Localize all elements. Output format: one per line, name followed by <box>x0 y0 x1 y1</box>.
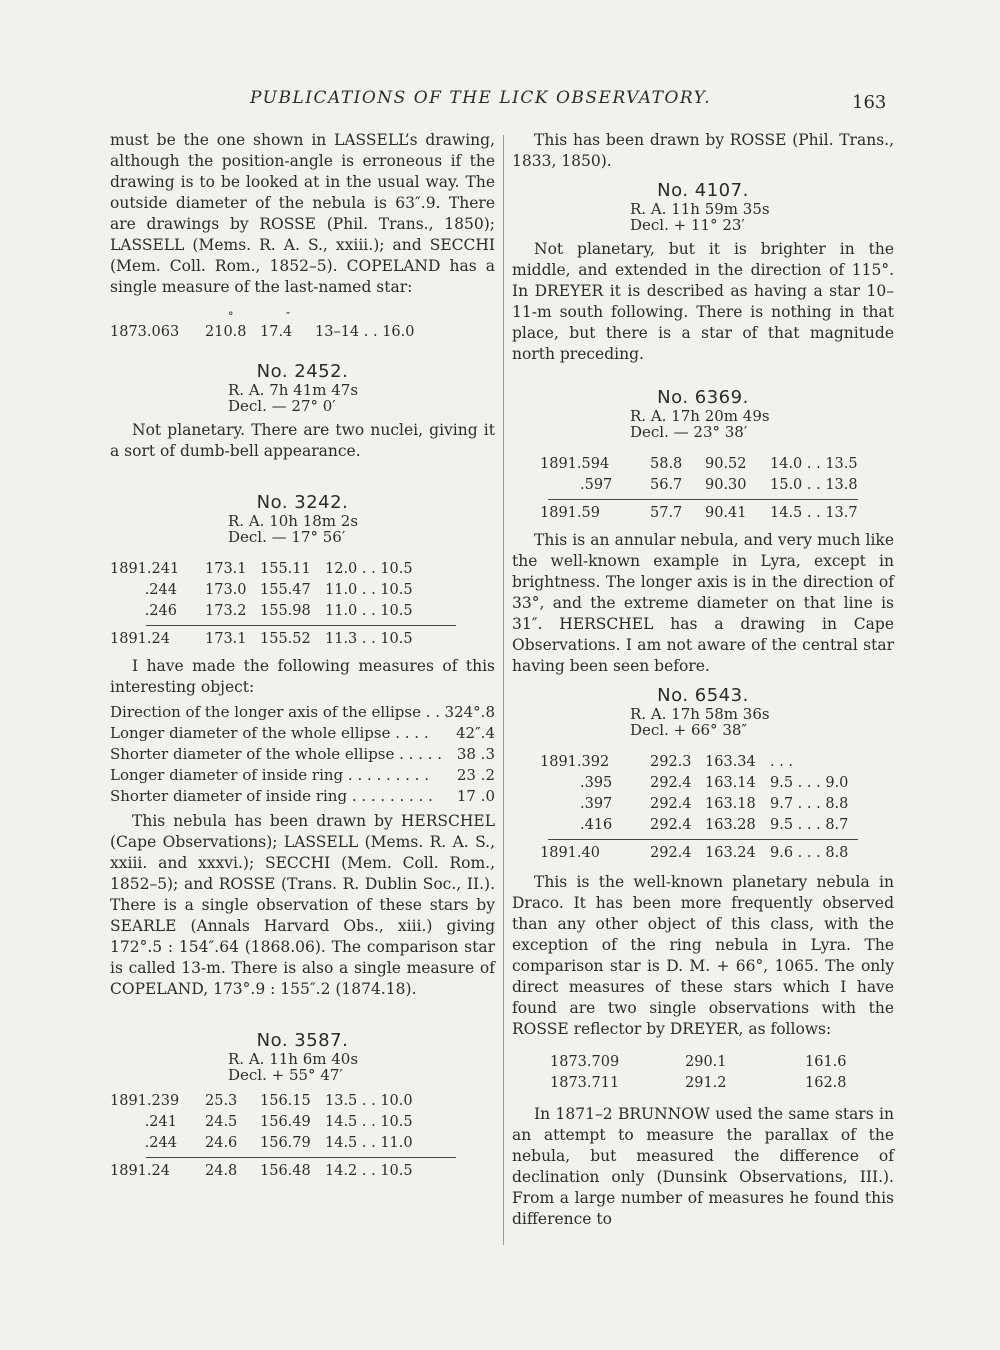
ra-coord: R. A. 10h 18m 2s <box>228 512 359 530</box>
measure-row: .416 292.4 163.28 9.5 . . . 8.7 <box>580 817 849 833</box>
left-column <box>110 130 495 1182</box>
observation-row: 1873.711 291.2 162.8 <box>550 1075 847 1091</box>
measure-row: 1873.063 210.8 17.4 13–14 . . 16.0 <box>110 324 415 340</box>
section-title: No. 2452. <box>256 361 349 382</box>
section-title: No. 6543. <box>657 685 749 706</box>
measure-row: 1891.392 292.3 163.34 . . . <box>540 754 794 770</box>
paragraph: In 1871–2 BRUNNOW used the same stars in an attempt to measure the parallax of the nebula, but measured the difference of declination only (Dunsink Observations, III.). From a large number of measures he found this difference to <box>512 1105 894 1228</box>
unit-marks: ° ″ <box>228 310 291 323</box>
measure-row: 1891.239 25.3 156.15 13.5 . . 10.0 <box>110 1093 413 1109</box>
decl-coord: Decl. + 66° 38″ <box>630 721 748 739</box>
measure-line: Direction of the longer axis of the ellipse . . 324°.8 <box>110 703 495 721</box>
running-header: PUBLICATIONS OF THE LICK OBSERVATORY. <box>250 88 712 108</box>
decl-coord: Decl. — 27° 0′ <box>228 397 336 415</box>
paragraph: This has been drawn by ROSSE (Phil. Trans., 1833, 1850). <box>512 131 894 170</box>
measure-row: 1891.594 58.8 90.52 14.0 . . 13.5 <box>540 456 858 472</box>
section-title: No. 3587. <box>256 1030 349 1051</box>
decl-coord: Decl. — 17° 56′ <box>228 528 346 546</box>
paragraph: must be the one shown in LASSELL’s drawing, although the position-angle is erroneous if the drawing is to be looked at in the usual way. The outside diameter of the nebula is 63″.9. There are drawings by ROSSE (Phil. Trans., 1850); LASSELL (Mems. R. A. S., xxiii.); and SECCHI (Mem. Coll. Rom., 1852–5). COPELAND has a single measure of the last-named star: <box>110 131 495 296</box>
paragraph: Not planetary. There are two nuclei, giving it a sort of dumb-bell appearance. <box>110 421 495 460</box>
measure-row: .244 173.0 155.47 11.0 . . 10.5 <box>144 582 413 598</box>
section-title: No. 3242. <box>256 492 349 513</box>
mean-row: 1891.24 24.8 156.48 14.2 . . 10.5 <box>110 1163 413 1179</box>
right-column <box>512 130 894 1230</box>
paragraph: This is an annular nebula, and very much like the well-known example in Lyra, except in brightness. The longer axis is in the direction of 33°, and the extreme diameter on that line is 31″. HERSCHEL has a drawing in Cape Observations. I am not aware of the central star having been seen before. <box>512 531 894 675</box>
ra-coord: R. A. 11h 6m 40s <box>228 1050 359 1068</box>
table-rule <box>146 625 456 626</box>
measure-row: .397 292.4 163.18 9.7 . . . 8.8 <box>580 796 849 812</box>
measure-row: .244 24.6 156.79 14.5 . . 11.0 <box>144 1135 413 1151</box>
paragraph: Not planetary, but it is brighter in the middle, and extended in the direction of 115°. In DREYER it is described as having a star 10–11-m south following. There is nothing in that place, but there is a star of that magnitude north preceding. <box>512 240 894 363</box>
decl-coord: Decl. — 23° 38′ <box>630 423 748 441</box>
measure-row: .597 56.7 90.30 15.0 . . 13.8 <box>580 477 858 493</box>
measure-row: 1891.241 173.1 155.11 12.0 . . 10.5 <box>110 561 413 577</box>
mean-row: 1891.24 173.1 155.52 11.3 . . 10.5 <box>110 631 413 647</box>
column-divider <box>503 135 504 1245</box>
measure-line: Longer diameter of inside ring . . . . . . . . . 23 .2 <box>110 766 495 784</box>
measure-line: Longer diameter of the whole ellipse . . . . 42″.4 <box>110 724 495 742</box>
table-rule <box>548 499 858 500</box>
ra-coord: R. A. 11h 59m 35s <box>630 200 770 218</box>
section-title: No. 4107. <box>657 180 749 201</box>
section-title: No. 6369. <box>657 387 749 408</box>
paragraph: This is the well-known planetary nebula in Draco. It has been more frequently observed than any other object of this class, with the exception of the ring nebula in Lyra. The comparison star is D. M. + 66°, 1065. The only direct measures of these stars which I have found are two single observations with the ROSSE reflector by DREYER, as follows: <box>512 873 894 1038</box>
table-rule <box>146 1157 456 1158</box>
measure-line: Shorter diameter of the whole ellipse . . . . . 38 .3 <box>110 745 495 763</box>
ra-coord: R. A. 17h 20m 49s <box>630 407 770 425</box>
measure-row: .246 173.2 155.98 11.0 . . 10.5 <box>144 603 413 619</box>
page-number: 163 <box>852 92 887 113</box>
ra-coord: R. A. 17h 58m 36s <box>630 705 770 723</box>
measure-line: Shorter diameter of inside ring . . . . . . . . . 17 .0 <box>110 787 495 805</box>
mean-row: 1891.40 292.4 163.24 9.6 . . . 8.8 <box>540 845 849 861</box>
paragraph: This nebula has been drawn by HERSCHEL (Cape Observations); LASSELL (Mems. R. A. S., xxiii. and xxxvi.); SECCHI (Mem. Coll. Rom., 1852–5); and ROSSE (Trans. R. Dublin Soc., II.). There is a single observation of these stars by SEARLE (Annals Harvard Obs., xiii.) giving 172°.5 : 154″.64 (1868.06). The comparison star is called 13-m. There is also a single measure of COPELAND, 173°.9 : 155″.2 (1874.18). <box>110 812 495 998</box>
decl-coord: Decl. + 11° 23′ <box>630 216 745 234</box>
observation-row: 1873.709 290.1 161.6 <box>550 1054 847 1070</box>
paragraph: I have made the following measures of this interesting object: <box>110 657 495 696</box>
mean-row: 1891.59 57.7 90.41 14.5 . . 13.7 <box>540 505 858 521</box>
decl-coord: Decl. + 55° 47′ <box>228 1066 343 1084</box>
ra-coord: R. A. 7h 41m 47s <box>228 381 359 399</box>
table-rule <box>548 839 858 840</box>
measure-row: .395 292.4 163.14 9.5 . . . 9.0 <box>580 775 849 791</box>
measure-row: .241 24.5 156.49 14.5 . . 10.5 <box>144 1114 413 1130</box>
